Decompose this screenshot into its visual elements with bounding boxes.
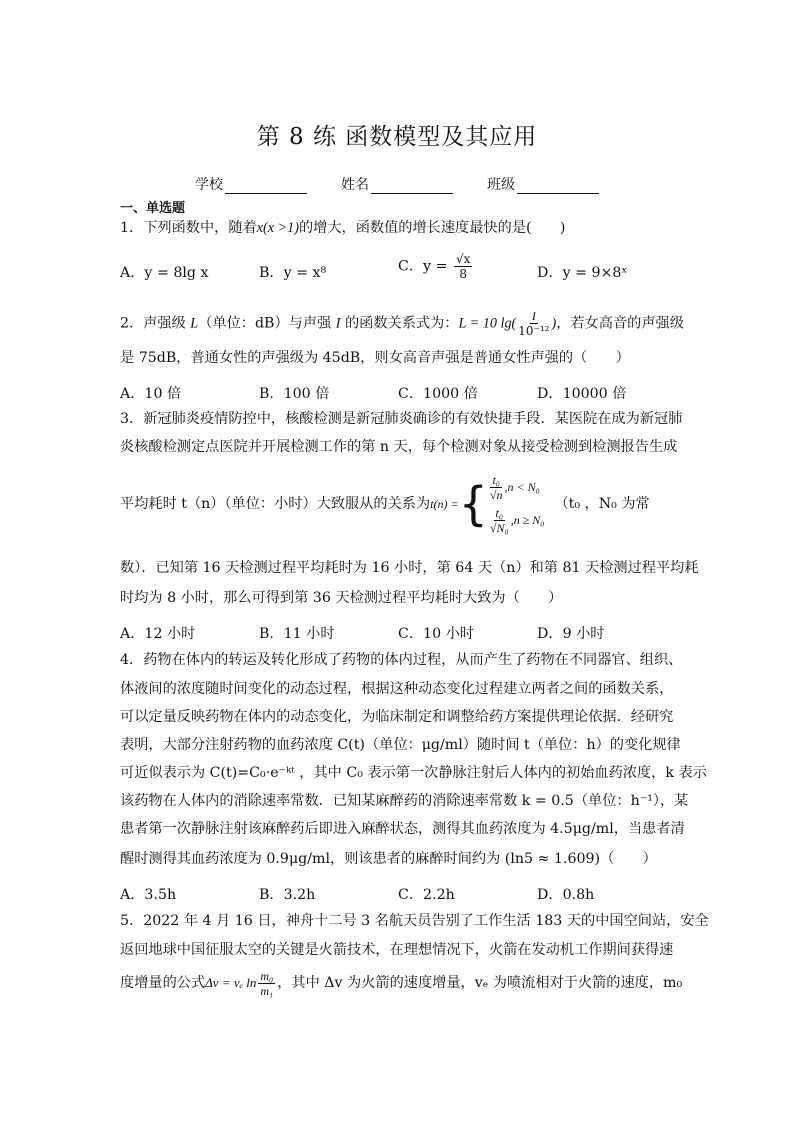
q1-option-d[interactable]: D．y = 9×8ˣ xyxy=(537,265,628,281)
class-blank[interactable] xyxy=(517,179,599,194)
name-field[interactable] xyxy=(341,174,453,194)
q2-option-d[interactable]: D．10000 倍 xyxy=(537,386,627,402)
school-blank[interactable] xyxy=(225,179,307,194)
q2-formula-fraction xyxy=(518,309,549,338)
q4-line1: 4．药物在体内的转运及转化形成了药物的体内过程，从而产生了药物在不同器官、组织、 xyxy=(120,652,683,668)
q3-option-b[interactable]: B．11 小时 xyxy=(259,626,335,642)
q4-option-c[interactable]: C．2.2h xyxy=(398,887,455,903)
q3-piece-lhs: t(n) = xyxy=(430,497,459,511)
q3-piece1-den: √n xyxy=(489,488,503,502)
q3-piece1-num: t₀ xyxy=(492,473,500,487)
class-field[interactable] xyxy=(487,174,599,194)
q1-stem-a: 1．下列函数中，随着 xyxy=(120,220,257,236)
q3-piece2-cond: ,n ≥ N₀ xyxy=(510,513,545,527)
q2-formula-den: 10⁻¹² xyxy=(518,324,550,338)
q2-formula-right: ) xyxy=(551,315,557,332)
q3-piecewise xyxy=(488,473,545,535)
q3-piece1-cond: ,n < N₀ xyxy=(504,480,540,494)
section-heading: 一、单选题 xyxy=(120,201,186,216)
q3-text-b: （t₀ ，N₀ 为常 xyxy=(554,496,650,512)
q2-formula-left: L = 10 lg( xyxy=(458,315,517,332)
q3-option-d[interactable]: D．9 小时 xyxy=(537,626,605,642)
q1-option-c[interactable] xyxy=(398,252,474,281)
q1-option-c-label: C．y = xyxy=(398,258,448,275)
q2-var-l: L xyxy=(190,315,199,332)
q3-piece-row1 xyxy=(488,473,545,502)
q3-piece2-num: t₀ xyxy=(495,506,504,520)
student-info-row xyxy=(195,174,633,194)
q1-option-b[interactable]: B．y = x⁸ xyxy=(259,265,327,281)
q4-line7: 患者第一次静脉注射该麻醉药后即进入麻醉状态，测得其血药浓度为 4.5μg/ml，当患者清 xyxy=(120,821,685,837)
q3-line5: 时均为 8 小时，那么可得到第 36 天检测过程平均耗时大致为（ ） xyxy=(120,590,563,606)
q2-formula-num: I xyxy=(531,309,536,323)
q2-text-d: ，若女高音的声强级 xyxy=(556,315,684,332)
q3-option-a[interactable]: A．12 小时 xyxy=(120,626,196,642)
q2-option-c[interactable]: C．1000 倍 xyxy=(398,386,478,402)
q5-line1: 5．2022 年 4 月 16 日，神舟十二号 3 名航天员告别了工作生活 183 天的中国空间站，安全 xyxy=(120,913,709,929)
q3-brace: { xyxy=(458,477,488,531)
q1-stem-b: 的增大，函数值的增长速度最快的是( ) xyxy=(298,220,566,236)
q2-text-a: 2．声强级 xyxy=(120,315,191,332)
q4-line8: 醒时测得其血药浓度为 0.9μg/ml，则该患者的麻醉时间约为 (ln5 ≈ 1.609)（ ） xyxy=(120,851,657,867)
school-field[interactable] xyxy=(195,174,307,194)
q2-option-a[interactable]: A．10 倍 xyxy=(120,386,182,402)
q5-text-a: 度增量的公式 xyxy=(120,975,206,991)
q4-line4: 表明，大部分注射药物的血药浓度 C(t)（单位：μg/ml）随时间 t（单位：h）的变化规律 xyxy=(120,737,681,753)
q3-line2: 炎核酸检测定点医院并开展检测工作的第 n 天，每个检测对象从接受检测到检测报告生成 xyxy=(120,439,678,455)
q3-line1: 3．新冠肺炎疫情防控中，核酸检测是新冠肺炎确诊的有效快捷手段．某医院在成为新冠肺 xyxy=(120,411,683,427)
q2-line1 xyxy=(120,309,684,338)
q5-text-b: ，其中 Δv 为火箭的速度增量，vₑ 为喷流相对于火箭的速度，m₀ xyxy=(277,975,683,991)
q4-option-a[interactable]: A．3.5h xyxy=(120,887,177,903)
q5-formula: Δv = vₑ ln xyxy=(205,975,257,990)
q1-stem xyxy=(120,219,565,237)
q4-option-d[interactable]: D．0.8h xyxy=(537,887,595,903)
q3-option-c[interactable]: C．10 小时 xyxy=(398,626,474,642)
school-label: 学校 xyxy=(195,177,223,193)
q1-condition: x(x >1) xyxy=(256,220,299,236)
q2-option-b[interactable]: B．100 倍 xyxy=(259,386,330,402)
name-blank[interactable] xyxy=(371,179,453,194)
page-title: 第 8 练 函数模型及其应用 xyxy=(256,124,538,150)
q4-line2: 体液间的浓度随时间变化的动态过程，根据这种动态变化过程建立两者之间的函数关系， xyxy=(120,681,674,697)
q4-option-b[interactable]: B．3.2h xyxy=(259,887,316,903)
q1-option-c-num: √x xyxy=(455,252,471,266)
q1-option-a[interactable]: A．y = 8lg x xyxy=(120,265,209,281)
q5-line3 xyxy=(120,966,682,1000)
q4-line5: 可近似表示为 C(t)=C₀·e⁻ᵏᵗ ，其中 C₀ 表示第一次静脉注射后人体内的初始血药浓度，k 表示 xyxy=(120,765,707,781)
q2-text-b: （单位：dB）与声强 xyxy=(198,315,336,332)
q4-line6: 该药物在人体内的消除速率常数．已知某麻醉药的消除速率常数 k = 0.5（单位：h⁻¹），某 xyxy=(120,793,689,809)
q3-line3 xyxy=(120,464,650,544)
q4-line3: 可以定量反映药物在体内的动态变化，为临床制定和调整给药方案提供理论依据．经研究 xyxy=(120,709,674,725)
q3-piece-row2 xyxy=(488,506,545,535)
q3-text-a: 平均耗时 t（n）（单位：小时）大致服从的关系为 xyxy=(120,496,431,512)
q2-var-i: I xyxy=(335,315,341,332)
q5-formula-num: m₀ xyxy=(260,968,274,983)
q3-line4: 数）．已知第 16 天检测过程平均耗时为 16 小时，第 64 天（n）和第 81 天检测过程平均耗 xyxy=(120,560,699,576)
q1-option-c-fraction xyxy=(454,252,472,281)
name-label: 姓名 xyxy=(341,177,369,193)
class-label: 班级 xyxy=(487,177,515,193)
q2-line2: 是 75dB，普通女性的声强级为 45dB，则女高音声强是普通女性声强的（ ） xyxy=(120,350,630,366)
q1-option-c-den: 8 xyxy=(459,267,468,281)
q3-piece2-den: √N₀ xyxy=(489,521,509,535)
q2-text-c: 的函数关系式为： xyxy=(340,315,459,332)
q5-formula-den: m₁ xyxy=(260,983,274,998)
q5-line2: 返回地球中国征服太空的关键是火箭技术，在理想情况下，火箭在发动机工作期间获得速 xyxy=(120,942,674,958)
q5-formula-fraction xyxy=(258,969,275,998)
